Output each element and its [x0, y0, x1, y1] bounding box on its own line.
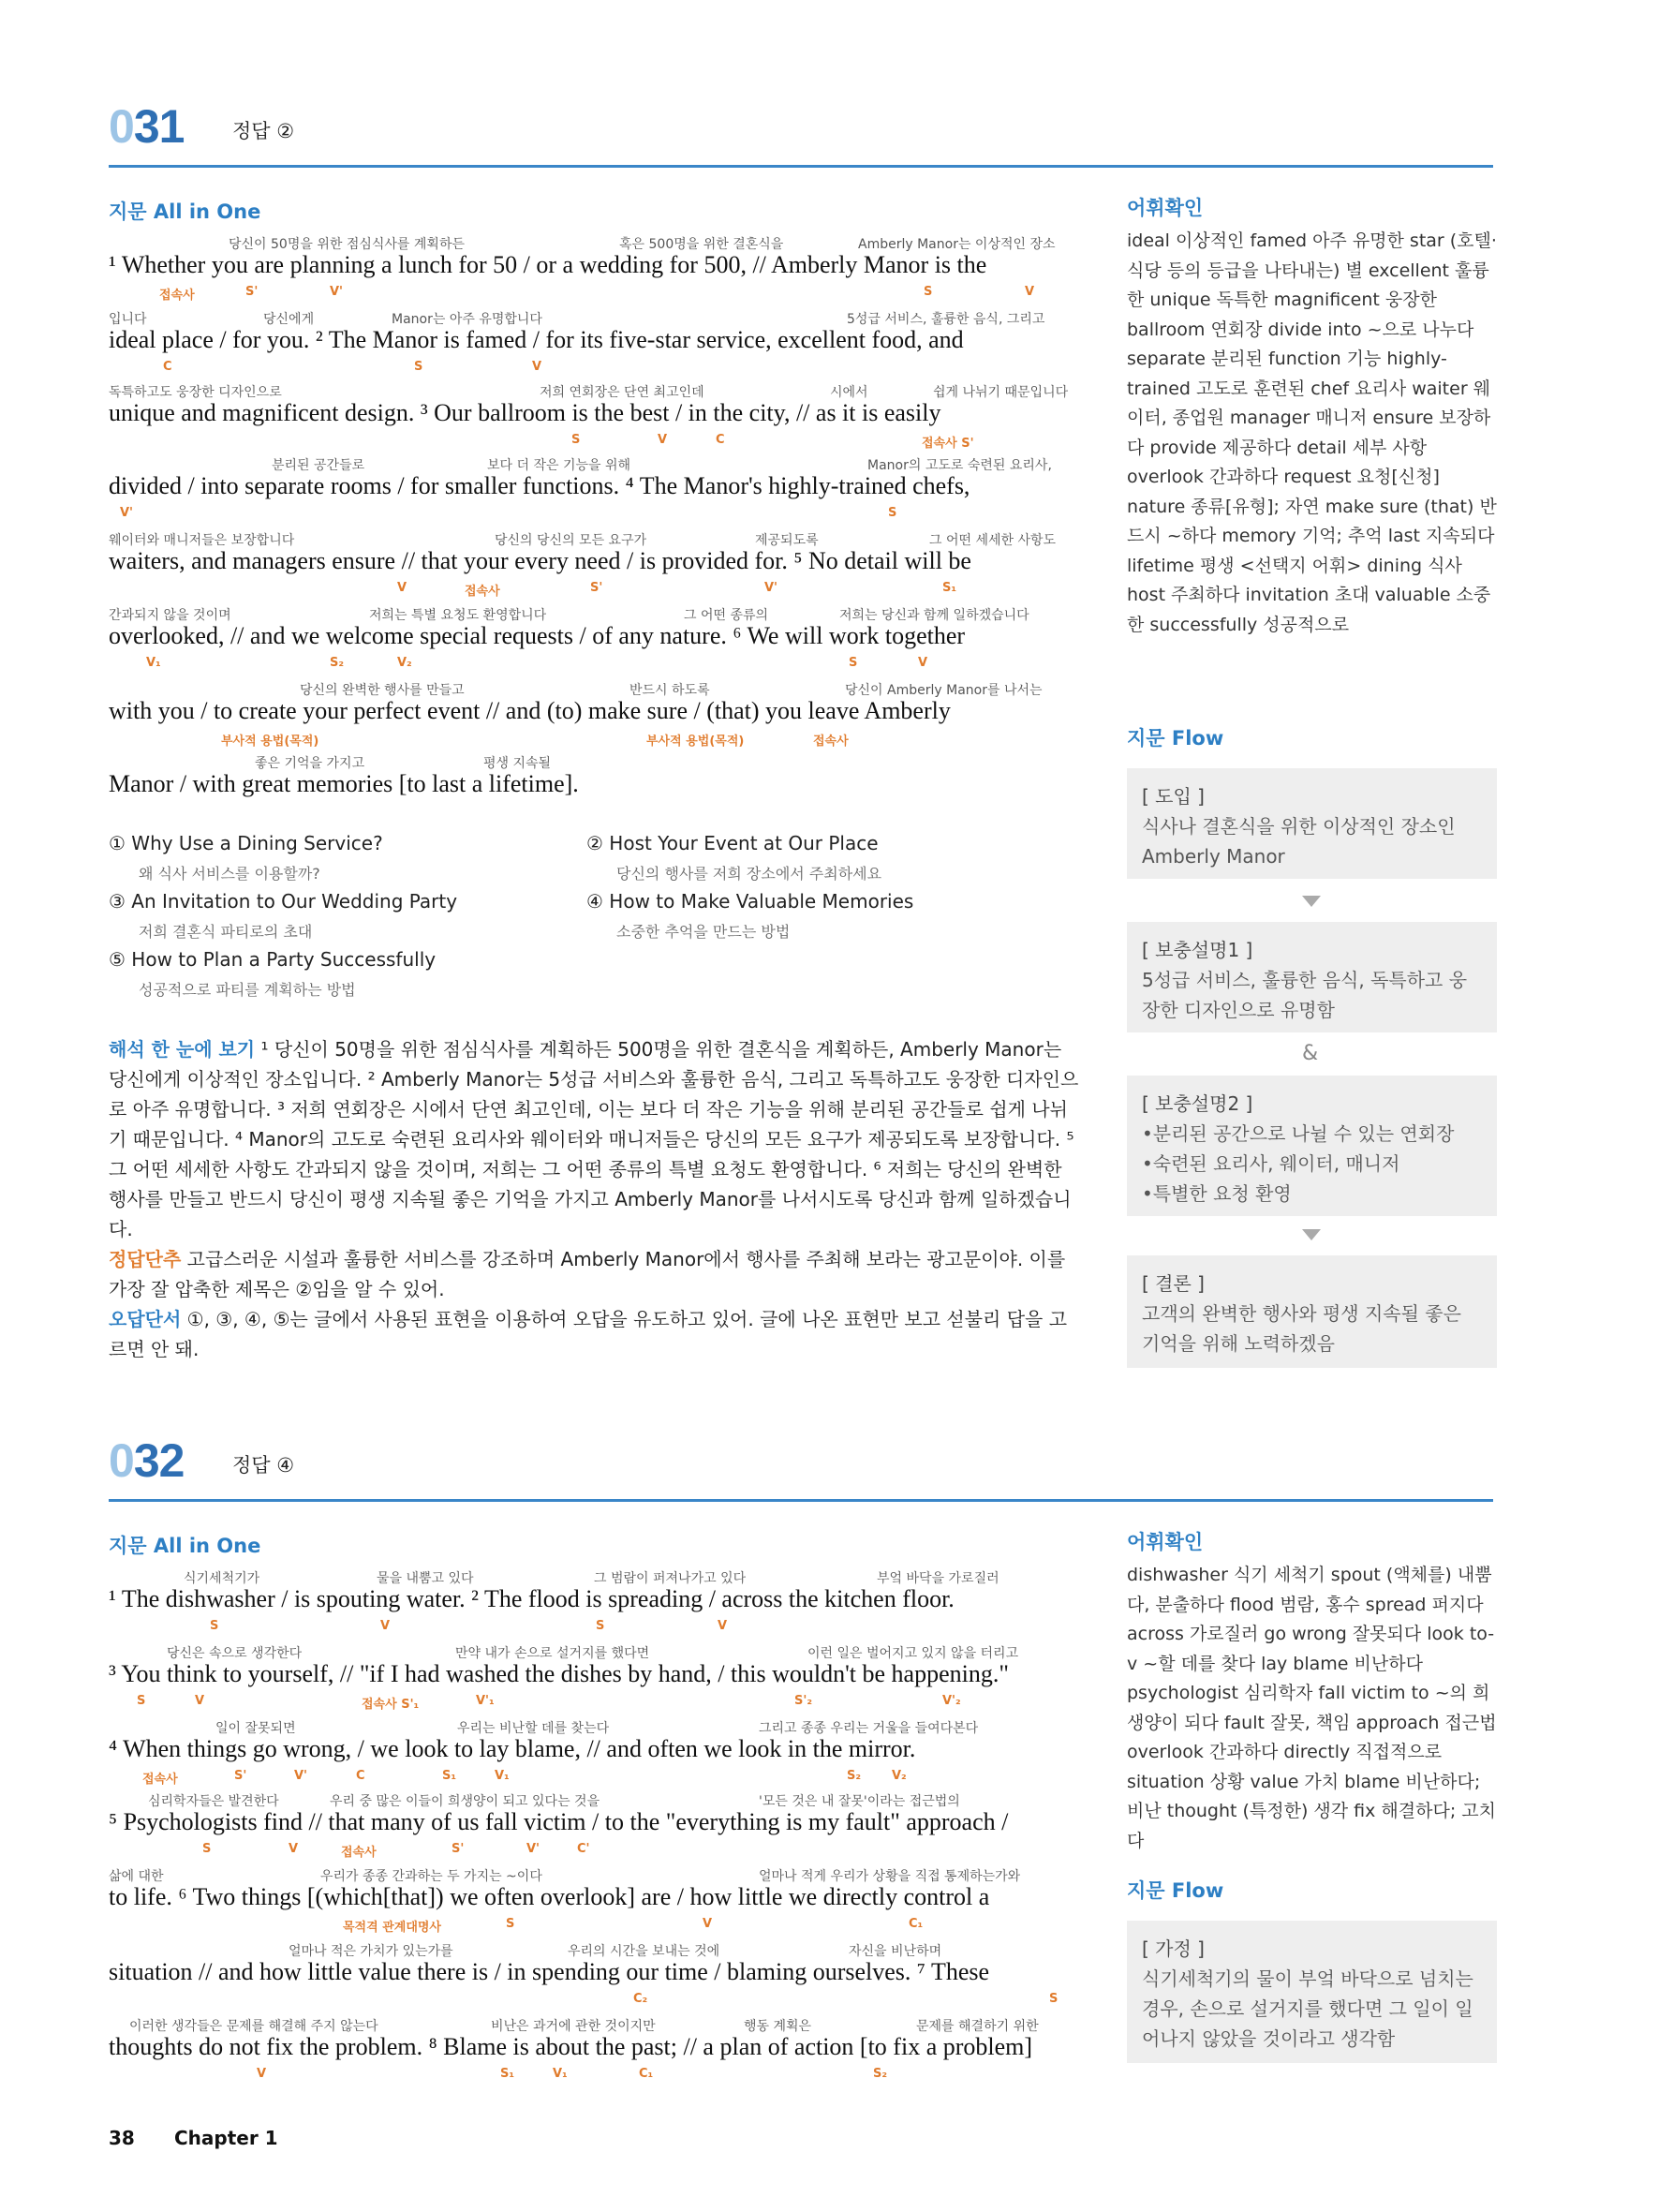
sentence-line: ⁴ When things go wrong, / we look to lay blame, // and often we look in the mirror. — [109, 1735, 916, 1762]
flow-box: [ 결론 ] 고객의 완벽한 행사와 평생 지속될 좋은 기억을 위해 노력하겠음 — [1127, 1255, 1497, 1368]
answer-label: 정답 ④ — [232, 1454, 295, 1477]
gloss-row: 당신은 속으로 생각한다 만약 내가 손으로 설거지를 했다면 이런 일은 벌어지고 있지 않을 터리고 — [167, 1646, 1019, 1661]
grammar-labels: 접속사 S' V' S V — [159, 285, 1035, 303]
sentence-line: with you / to create your perfect event // and (to) make sure / (that) you leave Amberly — [109, 697, 951, 724]
question-number: 031 — [109, 100, 185, 153]
option-4-korean: 소중한 추억을 만드는 방법 — [616, 923, 791, 941]
gloss-row: 간과되지 않을 것이며 저희는 특별 요청도 환영합니다 그 어떤 종류의 저희는 당신과 함께 일하겠습니다 — [109, 608, 1029, 623]
sentence-line: ideal place / for you. ² The Manor is famed / for its five-star service, excellent food, and — [109, 326, 964, 353]
option-3: ③ An Invitation to Our Wedding Party — [109, 890, 458, 913]
gloss-row: 웨이터와 매니저들은 보장합니다 당신의 당신의 모든 요구가 제공되도록 그 어떤 세세한 사항도 — [109, 533, 1057, 548]
gloss-row: 당신이 50명을 위한 점심식사를 계획하든 혹은 500명을 위한 결혼식을 Amberly Manor는 이상적인 장소 — [229, 237, 1056, 252]
arrow-down-icon — [1302, 896, 1321, 907]
gloss-row: 일이 잘못되면 우리는 비난할 데를 찾는다 그리고 종종 우리는 거울을 들여다본다 — [215, 1721, 979, 1736]
flow-box: [ 보충설명2 ] •분리된 공간으로 나뉠 수 있는 연회장 •숙련된 요리사, 웨이터, 매니저 •특별한 요청 환영 — [1127, 1076, 1497, 1216]
grammar-labels: V 접속사 S' V' S₁ — [397, 581, 957, 599]
header-rule — [109, 165, 1493, 168]
wrong-answer-explanation: 오답단서 ①, ③, ④, ⑤는 글에서 사용된 표현을 이용하여 오답을 유도하고 있어. 글에 나온 표현만 보고 섣불리 답을 고르면 안 돼. — [109, 1308, 1068, 1360]
grammar-labels: S V 접속사 S' V' C' — [202, 1842, 590, 1860]
option-5: ⑤ How to Plan a Party Successfully — [109, 948, 437, 971]
grammar-labels: C S V — [163, 360, 542, 374]
sentence-line: ¹ Whether you are planning a lunch for 50 / or a wedding for 500, // Amberly Manor is the — [109, 251, 987, 278]
option-4: ④ How to Make Valuable Memories — [586, 890, 914, 913]
sentence-line: divided / into separate rooms / for smaller functions. ⁴ The Manor's highly-trained chefs, — [109, 472, 970, 499]
section-all-in-one: 지문 All in One — [109, 1535, 261, 1557]
gloss-row: 당신의 완벽한 행사를 만들고 반드시 하도록 당신이 Amberly Manor를 나서는 — [300, 683, 1043, 698]
option-1: ① Why Use a Dining Service? — [109, 832, 383, 854]
option-3-korean: 저희 결혼식 파티로의 초대 — [139, 923, 313, 941]
vocab-list: ideal 이상적인 famed 아주 유명한 star (호텔·식당 등의 등급을 나타내는) 별 excellent 훌륭한 unique 독특한 magnificent 웅장한 ballroom 연회장 divide into ~으로 나누다 separate 분리된 function 기능 highly-trained 고도로 훈련된 chef 요리사 waiter 웨이터, 종업원 manager 매니저 ensure 보장하다 provide 제공하다 detail 세부 사항 overlook 간과하다 request 요청[신청] nature 종류[유형]; 자연 make sure (that) 반드시 ~하다 memory 기억; 추억 last 지속되다 lifetime 평생 <선택지 어휘> dining 식사 host 주최하다 invitation 초대 valuable 소중한 successfully 성공적으로 — [1127, 230, 1497, 635]
grammar-labels: V₁ S₂ V₂ S V — [146, 656, 928, 670]
vocab-heading: 어휘확인 — [1127, 197, 1204, 219]
grammar-labels: 접속사 S' V' C S₁ V₁ S₂ V₂ — [142, 1769, 907, 1787]
grammar-labels: S V C 접속사 S' — [571, 433, 974, 451]
option-2: ② Host Your Event at Our Place — [586, 832, 879, 854]
grammar-labels: C₂ S — [633, 1992, 1059, 2006]
grammar-labels: V' S — [120, 506, 897, 520]
option-5-korean: 성공적으로 파티를 계획하는 방법 — [139, 981, 356, 999]
flow-box: [ 도입 ] 식사나 결혼식을 위한 이상적인 장소인 Amberly Manor — [1127, 768, 1497, 879]
sentence-line: thoughts do not fix the problem. ⁸ Blame is about the past; // a plan of action [to fix a problem] — [109, 2033, 1033, 2060]
sentence-line: unique and magnificent design. ³ Our ballroom is the best / in the city, // as it is easily — [109, 399, 941, 426]
grammar-labels: S V S V — [210, 1619, 728, 1633]
flow-box: [ 보충설명1 ] 5성급 서비스, 훌륭한 음식, 독특하고 웅장한 디자인으로 유명함 — [1127, 922, 1497, 1032]
grammar-labels: 목적격 관계대명사 S V C₁ — [343, 1917, 924, 1935]
sentence-line: situation // and how little value there is / in spending our time / blaming ourselves. ⁷ These — [109, 1958, 990, 1985]
option-2-korean: 당신의 행사를 저희 장소에서 주최하세요 — [616, 865, 882, 883]
grammar-labels: S V 접속사 S'₁ V'₁ S'₂ V'₂ — [137, 1694, 961, 1712]
translation-paragraph: 해석 한 눈에 보기 ¹ 당신이 50명을 위한 점심식사를 계획하든 500명을 위한 결혼식을 계획하든, Amberly Manor는 당신에게 이상적인 장소입니다. ² Amberly Manor는 5성급 서비스와 훌륭한 음식, 그리고 독특하고도 웅장한 디자인으로 아주 유명합니다. ³ 저희 연회장은 시에서 단연 최고인데, 이는 보다 더 작은 기능을 위해 분리된 공간들로 쉽게 나뉘기 때문입니다. ⁴ Manor의 고도로 숙련된 요리사와 웨이터와 매니저들은 당신의 모든 요구가 제공되도록 보장합니다. ⁵ 그 어떤 세세한 사항도 간과되지 않을 것이며, 저희는 그 어떤 종류의 특별 요청도 환영합니다. ⁶ 저희는 당신의 완벽한 행사를 만들고 반드시 당신이 평생 지속될 좋은 기억을 가지고 Amberly Manor를 나서시도록 당신과 함께 일하겠습니다. — [109, 1038, 1079, 1240]
gloss-row: 입니다 당신에게 Manor는 아주 유명합니다 5성급 서비스, 훌륭한 음식, 그리고 — [109, 312, 1045, 327]
sentence-line: Manor / with great memories [to last a lifetime]. — [109, 770, 579, 797]
gloss-row: 얼마나 적은 가치가 있는가를 우리의 시간을 보내는 것에 자신을 비난하며 — [289, 1944, 942, 1959]
sentence-line: overlooked, // and we welcome special requests / of any nature. ⁶ We will work together — [109, 622, 966, 649]
answer-label: 정답 ② — [232, 120, 295, 142]
ampersand: & — [1302, 1042, 1319, 1065]
gloss-row: 독특하고도 웅장한 디자인으로 저희 연회장은 단연 최고인데 시에서 쉽게 나뉘기 때문입니다 — [109, 385, 1069, 400]
sentence-line: to life. ⁶ Two things [(which[that]) we often overlook] are / how little we directly control a — [109, 1883, 990, 1910]
section-all-in-one: 지문 All in One — [109, 200, 261, 223]
header-rule — [109, 1499, 1493, 1502]
gloss-row: 심리학자들은 발견한다 우리 중 많은 이들이 희생양이 되고 있다는 것을 '모든 것은 내 잘못'이라는 접근법의 — [148, 1794, 960, 1809]
vocab-list: dishwasher 식기 세척기 spout (액체를) 내뿜다, 분출하다 flood 범람, 홍수 spread 퍼지다 across 가로질러 go wrong 잘못되다 look to-v ~할 데를 찾다 lay blame 비난하다 psychologist 심리학자 fall victim to ~의 희생양이 되다 fault 잘못, 책임 approach 접근법 overlook 간과하다 directly 직접적으로 situation 상황 value 가치 blame 비난하다; 비난 thought (특정한) 생각 fix 해결하다; 고치다 — [1127, 1565, 1497, 1851]
answer-explanation: 정답단추 고급스러운 시설과 훌륭한 서비스를 강조하며 Amberly Manor에서 행사를 주최해 보라는 광고문이야. 이를 가장 잘 압축한 제목은 ②임을 알 수 있어. — [109, 1248, 1066, 1300]
sentence-line: ¹ The dishwasher / is spouting water. ² The flood is spreading / across the kitchen floor. — [109, 1585, 955, 1612]
gloss-row: 분리된 공간들로 보다 더 작은 기능을 위해 Manor의 고도로 숙련된 요리사, — [272, 458, 1052, 473]
flow-heading: 지문 Flow — [1127, 727, 1224, 750]
sentence-line: waiters, and managers ensure // that your every need / is provided for. ⁵ No detail will be — [109, 547, 971, 574]
sentence-line: ⁵ Psychologists find // that many of us fall victim / to the "everything is my fault" approach / — [109, 1808, 1009, 1835]
grammar-labels: 부사적 용법(목적) 부사적 용법(목적) 접속사 — [221, 735, 849, 749]
page-number: 38 — [109, 2127, 135, 2149]
flow-box: [ 가정 ] 식기세척기의 물이 부엌 바닥으로 넘치는 경우, 손으로 설거지를 했다면 그 일이 일어나지 않았을 것이라고 생각함 — [1127, 1921, 1497, 2063]
vocab-heading: 어휘확인 — [1127, 1531, 1204, 1553]
sentence-line: ³ You think to yourself, // "if I had washed the dishes by hand, / this wouldn't be happening." — [109, 1660, 1009, 1687]
option-1-korean: 왜 식사 서비스를 이용할까? — [139, 865, 320, 883]
gloss-row: 삶에 대한 우리가 종종 간과하는 두 가지는 ~이다 얼마나 적게 우리가 상황을 직접 통제하는가와 — [109, 1869, 1021, 1884]
gloss-row: 좋은 기억을 가지고 평생 지속될 — [255, 756, 552, 771]
gloss-row: 식기세척기가 물을 내뿜고 있다 그 범람이 퍼져나가고 있다 부엌 바닥을 가로질러 — [184, 1571, 999, 1586]
chapter-label: Chapter 1 — [174, 2127, 278, 2149]
flow-heading: 지문 Flow — [1127, 1879, 1224, 1902]
arrow-down-icon — [1302, 1229, 1321, 1240]
gloss-row: 이러한 생각들은 문제를 해결해 주지 않는다 비난은 과거에 관한 것이지만 행동 계획은 문제를 해결하기 위한 — [129, 2019, 1039, 2034]
grammar-labels: V S₁ V₁ C₁ S₂ — [257, 2067, 888, 2081]
question-number: 032 — [109, 1434, 185, 1487]
